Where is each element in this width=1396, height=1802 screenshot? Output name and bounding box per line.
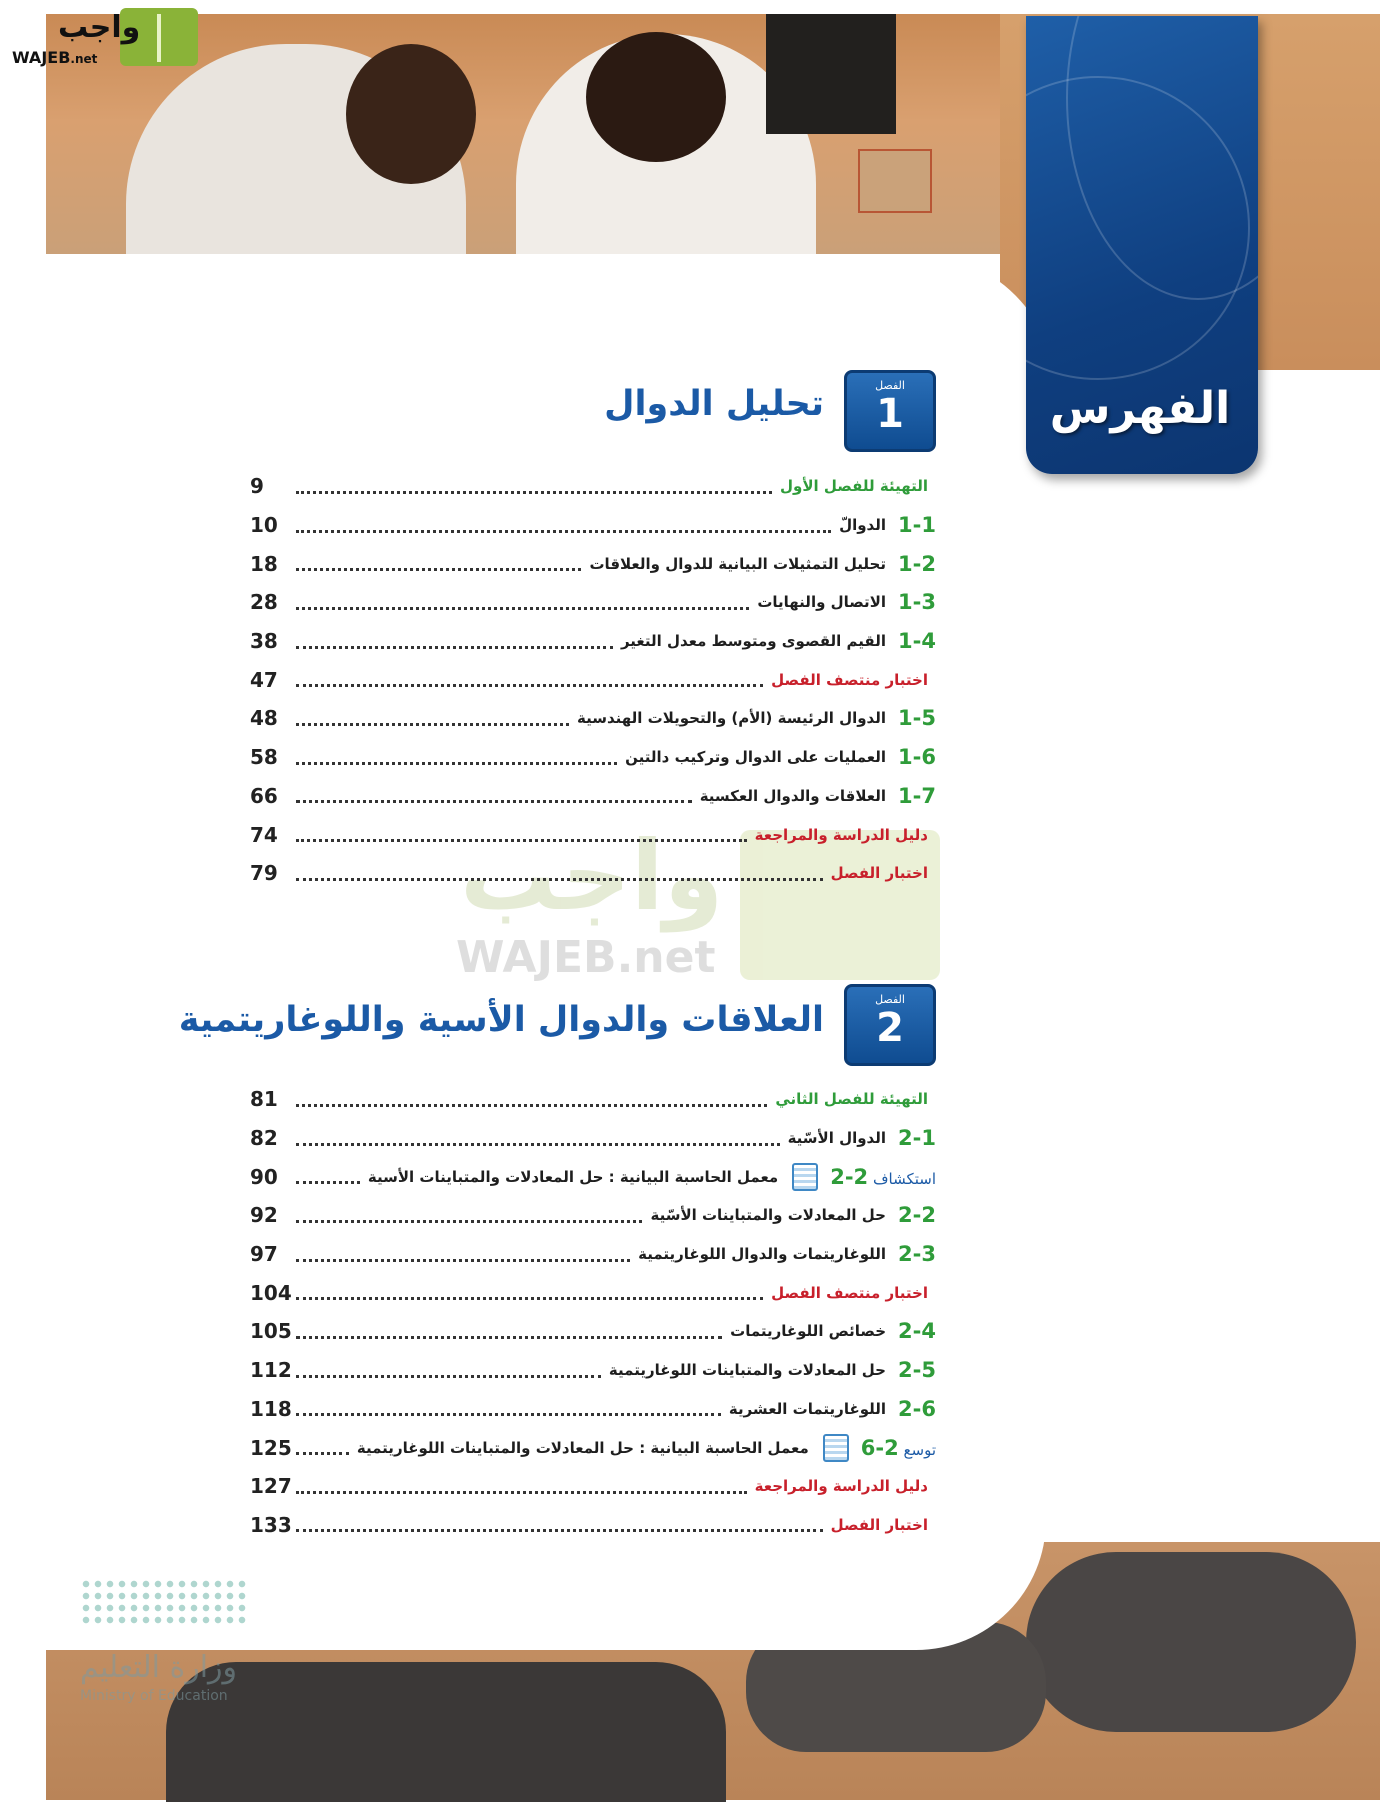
entry-title: اختبار الفصل [830, 1515, 928, 1534]
toc-entry[interactable] [250, 506, 936, 545]
dot-leader [296, 1452, 349, 1455]
chapter-2-header [178, 984, 936, 1064]
watermark-arabic: واجب [460, 820, 724, 932]
dot-leader [296, 1143, 780, 1146]
dot-leader [296, 530, 831, 533]
chapter-label: الفصل [875, 379, 905, 392]
entry-title: اختبار الفصل [830, 864, 928, 883]
ministry-name-english: Ministry of Education [80, 1688, 228, 1704]
dot-leader [296, 1491, 747, 1494]
toc-entry[interactable] [250, 815, 936, 854]
entry-title: الدوال الرئيسة (الأم) والتحويلات الهندسية [576, 709, 886, 728]
page-number: 66 [250, 783, 278, 808]
entry-title: التهيئة للفصل الأول [780, 477, 928, 496]
lesson-number: 1-5 [898, 706, 936, 731]
dot-leader [296, 839, 747, 842]
page-number: 133 [250, 1512, 292, 1537]
dot-leader [296, 878, 823, 881]
page-number: 18 [250, 551, 278, 576]
lesson-number: 1-6 [898, 745, 936, 770]
page-number: 9 [250, 474, 264, 499]
entry-title: العمليات على الدوال وتركيب دالتين [625, 748, 886, 767]
lesson-number: 2-1 [898, 1126, 936, 1151]
index-title: الفهرس [1049, 383, 1231, 434]
student-head [586, 32, 726, 162]
entry-title: العلاقات والدوال العكسية [699, 786, 886, 805]
dot-leader [296, 568, 581, 571]
student-dark-clothes [766, 14, 896, 134]
entry-title: الاتصال والنهايات [757, 593, 886, 612]
lesson-prefix-label: استكشاف [872, 1169, 936, 1188]
lesson-prefix-code: 2-6 [860, 1435, 899, 1460]
toc-entry[interactable] [250, 1273, 936, 1312]
dot-leader [296, 1529, 823, 1532]
lesson-number: 2-3 [898, 1242, 936, 1267]
lesson-number: 2-6 [898, 1396, 936, 1421]
dot-leader [296, 1375, 601, 1378]
chapter-number: 2 [876, 1005, 904, 1051]
dot-leader [296, 684, 763, 687]
page-number: 58 [250, 745, 278, 770]
page-number: 47 [250, 667, 278, 692]
toc-entry[interactable] [250, 544, 936, 583]
chapter-1-header [560, 370, 936, 450]
toc-entry[interactable] [250, 777, 936, 816]
toc-entry[interactable] [250, 1467, 936, 1506]
entry-title: الدوال الأسّية [787, 1129, 886, 1148]
lesson-prefix [830, 1165, 936, 1189]
entry-title: اختبار منتصف الفصل [771, 1283, 928, 1302]
logo-english: WAJEB.net [12, 48, 98, 67]
toc-entry[interactable] [250, 1428, 936, 1467]
entry-title: حل المعادلات والمتباينات الأسّية [650, 1206, 886, 1225]
toc-entry[interactable] [250, 699, 936, 738]
entry-title: اختبار منتصف الفصل [771, 670, 928, 689]
toc-entry[interactable] [250, 660, 936, 699]
toc-entry[interactable] [250, 738, 936, 777]
dot-leader [296, 1336, 722, 1339]
page-number: 105 [250, 1319, 292, 1344]
page-number: 125 [250, 1435, 292, 1460]
entry-title: حل المعادلات والمتباينات اللوغاريتمية [608, 1361, 886, 1380]
dot-leader [296, 1104, 767, 1107]
lesson-prefix-label: توسع [903, 1440, 936, 1459]
chapter-title: تحليل الدوال [604, 384, 824, 424]
page-number: 48 [250, 706, 278, 731]
toc-entry[interactable] [250, 1506, 936, 1545]
chapter-1-contents [250, 467, 936, 893]
dot-leader [296, 1259, 630, 1262]
toc-entry[interactable] [250, 1390, 936, 1429]
page-number: 112 [250, 1358, 292, 1383]
toc-entry[interactable] [250, 1196, 936, 1235]
chapter-2-contents [250, 1080, 936, 1544]
entry-title: دليل الدراسة والمراجعة [754, 1477, 928, 1496]
dot-leader [296, 1413, 721, 1416]
student-head [346, 44, 476, 184]
toc-entry[interactable] [250, 622, 936, 661]
entry-title: معمل الحاسبة البيانية : حل المعادلات والمتباينات اللوغاريتمية [356, 1438, 809, 1457]
dot-leader [296, 762, 617, 765]
dot-leader [296, 723, 569, 726]
index-tab [1026, 16, 1258, 474]
toc-entry[interactable] [250, 467, 936, 506]
page-number: 10 [250, 513, 278, 538]
calculator-icon [823, 1434, 849, 1462]
page-number: 90 [250, 1164, 278, 1189]
page-number: 82 [250, 1126, 278, 1151]
dot-leader [296, 1297, 763, 1300]
toc-entry[interactable] [250, 583, 936, 622]
ministry-dots-icon [80, 1578, 250, 1628]
dot-leader [296, 607, 749, 610]
dot-leader [296, 1220, 642, 1223]
page-number: 81 [250, 1087, 278, 1112]
lesson-number: 1-1 [898, 513, 936, 538]
lesson-number: 2-4 [898, 1319, 936, 1344]
toc-entry[interactable] [250, 1157, 936, 1196]
page-number: 118 [250, 1396, 292, 1421]
toc-entry[interactable] [250, 1080, 936, 1119]
lesson-number: 1-4 [898, 629, 936, 654]
page-number: 104 [250, 1280, 292, 1305]
toc-entry[interactable] [250, 854, 936, 893]
chapter-title: العلاقات والدوال الأسية واللوغاريتمية [178, 1000, 824, 1040]
entry-title: التهيئة للفصل الثاني [775, 1090, 928, 1109]
entry-title: القيم القصوى ومتوسط معدل التغير [620, 632, 886, 651]
calculator-icon [792, 1163, 818, 1191]
chapter-label: الفصل [875, 993, 905, 1006]
page-number: 74 [250, 822, 278, 847]
lesson-number: 1-7 [898, 783, 936, 808]
specimen-box [858, 149, 932, 213]
toc-entry[interactable] [250, 1312, 936, 1351]
entry-title: الدوالّ [839, 516, 886, 535]
entry-title: تحليل التمثيلات البيانية للدوال والعلاقات [589, 554, 886, 573]
chapter-badge [844, 984, 936, 1066]
dot-leader [296, 800, 692, 803]
toc-entry[interactable] [250, 1119, 936, 1158]
entry-title: خصائص اللوغاريتمات [730, 1322, 886, 1341]
student-kneeling [1026, 1552, 1356, 1732]
ministry-logo [80, 1578, 280, 1718]
logo-arabic: واجب [58, 10, 141, 45]
entry-title: اللوغاريتمات العشرية [728, 1399, 886, 1418]
chapter-number: 1 [876, 391, 904, 437]
page-number: 28 [250, 590, 278, 615]
dot-leader [296, 1181, 360, 1184]
dot-leader [296, 491, 772, 494]
lesson-number: 1-3 [898, 590, 936, 615]
toc-entry[interactable] [250, 1235, 936, 1274]
ministry-name: وزارة التعليم [80, 1650, 238, 1685]
page-number: 79 [250, 861, 278, 886]
lesson-number: 2-2 [898, 1203, 936, 1228]
wajeb-logo[interactable] [10, 8, 190, 68]
entry-title: اللوغاريتمات والدوال اللوغاريتمية [638, 1245, 886, 1264]
page-number: 92 [250, 1203, 278, 1228]
page-number: 38 [250, 629, 278, 654]
lesson-prefix-code: 2-2 [830, 1164, 869, 1189]
toc-entry[interactable] [250, 1351, 936, 1390]
chapter-badge [844, 370, 936, 452]
dot-leader [296, 646, 613, 649]
page-number: 97 [250, 1242, 278, 1267]
lesson-prefix [861, 1436, 936, 1460]
lesson-number: 2-5 [898, 1358, 936, 1383]
lesson-number: 1-2 [898, 551, 936, 576]
watermark-english: WAJEB.net [456, 932, 716, 983]
entry-title: معمل الحاسبة البيانية : حل المعادلات والمتباينات الأسية [367, 1167, 779, 1186]
entry-title: دليل الدراسة والمراجعة [754, 825, 928, 844]
page-number: 127 [250, 1474, 292, 1499]
